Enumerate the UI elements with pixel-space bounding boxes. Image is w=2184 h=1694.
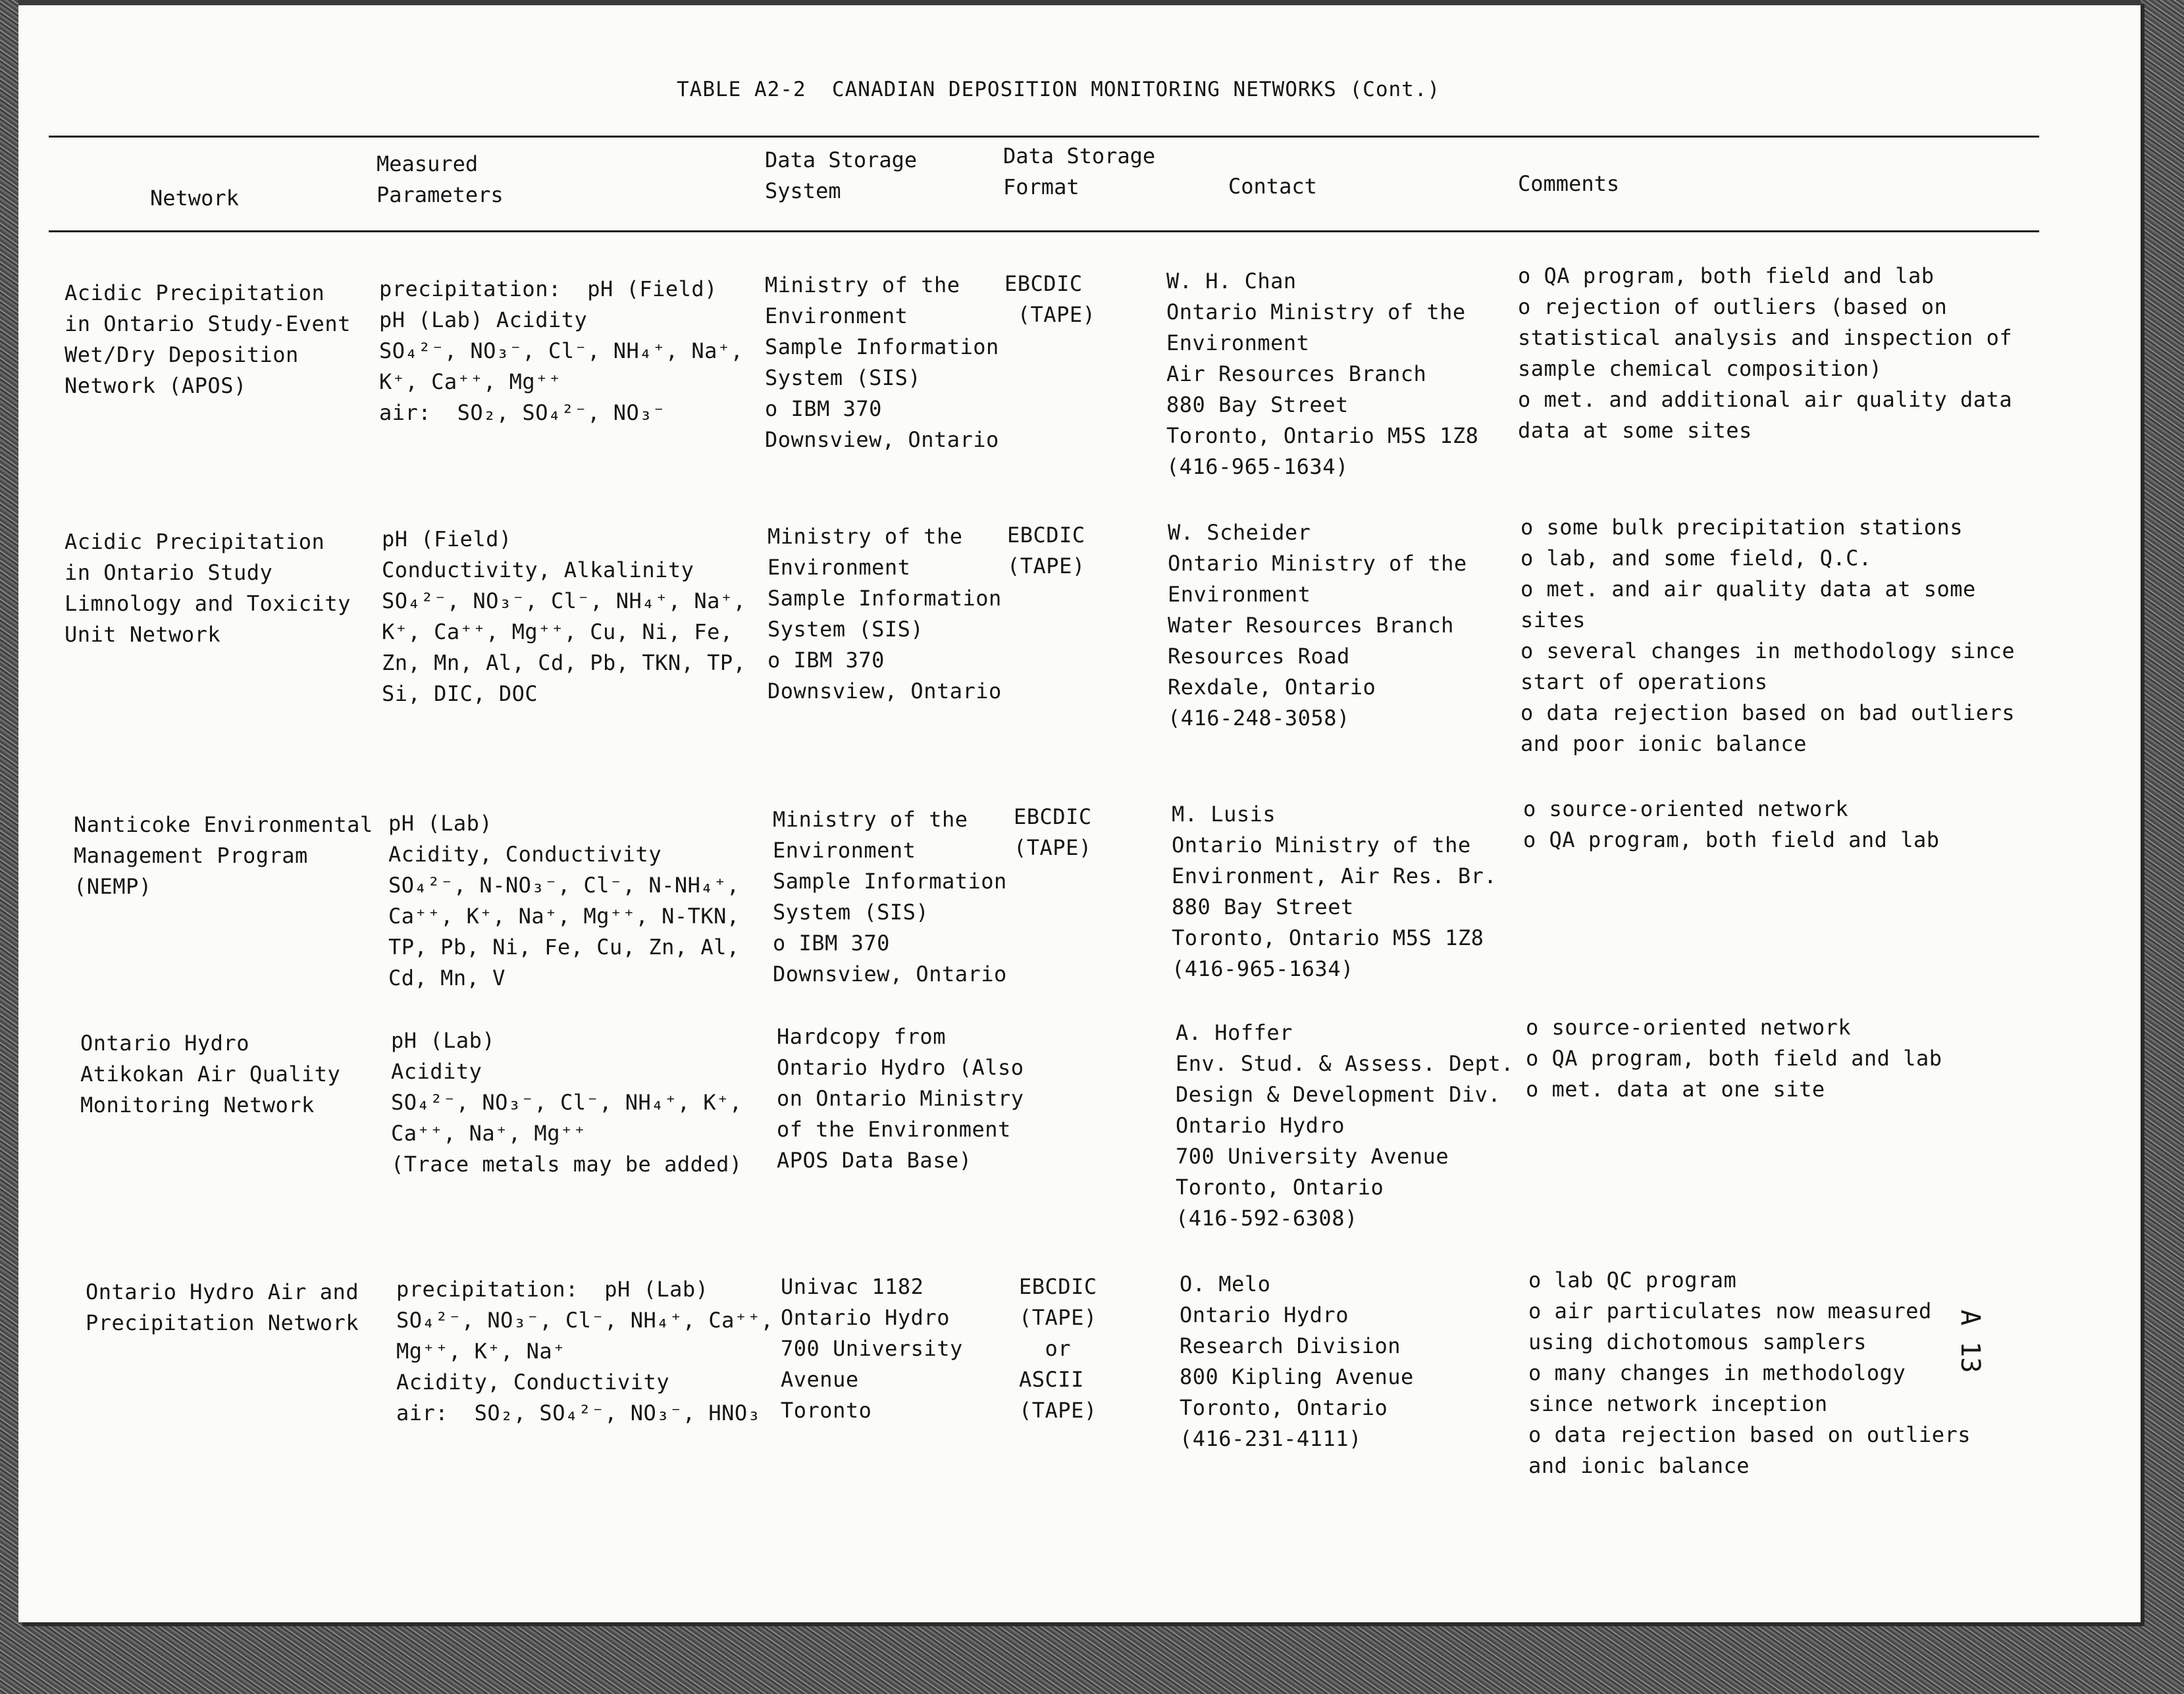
header-measured-parameters: Measured Parameters (377, 151, 504, 207)
cell-storage-system: Hardcopy from Ontario Hydro (Also on Ontario Ministry of the Environment APOS Data Base) (777, 1024, 1024, 1173)
cell-storage-system: Ministry of the Environment Sample Information System (SIS) o IBM 370 Downsview, Ontario (773, 807, 1007, 987)
document-page (18, 0, 2141, 1622)
header-network: Network (150, 186, 239, 211)
cell-network: Ontario Hydro Air and Precipitation Network (86, 1279, 359, 1335)
cell-network: Acidic Precipitation in Ontario Study Limnology and Toxicity Unit Network (65, 529, 351, 647)
cell-parameters: pH (Lab) Acidity, Conductivity SO₄²⁻, N-NO₃⁻, Cl⁻, N-NH₄⁺, Ca⁺⁺, K⁺, Na⁺, Mg⁺⁺, N-TKN, TP, Pb, Ni, Fe, Cu, Zn, Al, Cd, Mn, V (388, 811, 740, 990)
cell-network: Acidic Precipitation in Ontario Study-Event Wet/Dry Deposition Network (APOS) (65, 280, 351, 398)
cell-storage-system: Univac 1182 Ontario Hydro 700 University Avenue Toronto (781, 1274, 963, 1423)
cell-parameters: pH (Lab) Acidity SO₄²⁻, NO₃⁻, Cl⁻, NH₄⁺, K⁺, Ca⁺⁺, Na⁺, Mg⁺⁺ (Trace metals may be added) (391, 1028, 742, 1177)
cell-comments: o source-oriented network o QA program, both field and lab o met. data at one site (1526, 1015, 1942, 1102)
cell-comments: o lab QC program o air particulates now measured using dichotomous samplers o many changes in methodology since network inception o data rejection based on outliers and ionic balance (1528, 1268, 1971, 1478)
cell-contact: O. Melo Ontario Hydro Research Division 800 Kipling Avenue Toronto, Ontario (416-231-4111) (1180, 1271, 1414, 1451)
cell-storage-format: EBCDIC (TAPE) (1014, 804, 1092, 860)
page-top-edge (18, 0, 2141, 5)
cell-network: Ontario Hydro Atikokan Air Quality Monitoring Network (80, 1031, 341, 1117)
cell-contact: M. Lusis Ontario Ministry of the Environment, Air Res. Br. 880 Bay Street Toronto, Ontario M5S 1Z8 (416-965-1634) (1172, 802, 1497, 981)
cell-storage-format: EBCDIC (TAPE) (1004, 271, 1096, 327)
cell-storage-format: EBCDIC (TAPE) (1007, 523, 1085, 578)
cell-comments: o QA program, both field and lab o rejection of outliers (based on statistical analysis and inspection of sample chemical composition) o met. and additional air quality data data at some sites (1518, 263, 2013, 443)
cell-storage-system: Ministry of the Environment Sample Information System (SIS) o IBM 370 Downsview, Ontario (767, 524, 1002, 704)
header-data-storage-format: Data Storage Format (1003, 143, 1156, 199)
page-number: A 13 (1955, 1310, 1985, 1373)
cell-network: Nanticoke Environmental Management Program (NEMP) (74, 812, 373, 899)
cell-parameters: precipitation: pH (Field) pH (Lab) Acidity SO₄²⁻, NO₃⁻, Cl⁻, NH₄⁺, Na⁺, K⁺, Ca⁺⁺, Mg⁺⁺ air: SO₂, SO₄²⁻, NO₃⁻ (379, 276, 744, 425)
header-data-storage-system: Data Storage System (765, 147, 918, 203)
header-comments: Comments (1518, 171, 1620, 196)
cell-parameters: pH (Field) Conductivity, Alkalinity SO₄²⁻, NO₃⁻, Cl⁻, NH₄⁺, Na⁺, K⁺, Ca⁺⁺, Mg⁺⁺, Cu, Ni, Fe, Zn, Mn, Al, Cd, Pb, TKN, TP, Si, DIC, DOC (382, 526, 746, 706)
cell-comments: o some bulk precipitation stations o lab, and some field, Q.C. o met. and air quality data at some sites o several changes in methodology since start of operations o data rejection based on bad outliers and poor ionic balance (1521, 515, 2015, 756)
cell-comments: o source-oriented network o QA program, both field and lab (1523, 796, 1940, 852)
cell-contact: W. H. Chan Ontario Ministry of the Environment Air Resources Branch 880 Bay Street Toronto, Ontario M5S 1Z8 (416-965-1634) (1166, 269, 1479, 479)
cell-contact: A. Hoffer Env. Stud. & Assess. Dept. Design & Development Div. Ontario Hydro 700 University Avenue Toronto, Ontario (416-592-6308) (1176, 1020, 1514, 1231)
cell-storage-format: EBCDIC (TAPE) or ASCII (TAPE) (1019, 1274, 1097, 1423)
header-bottom-rule (49, 230, 2039, 232)
cell-storage-system: Ministry of the Environment Sample Information System (SIS) o IBM 370 Downsview, Ontario (765, 272, 999, 452)
header-contact: Contact (1228, 174, 1317, 199)
cell-contact: W. Scheider Ontario Ministry of the Environment Water Resources Branch Resources Road Rexdale, Ontario (416-248-3058) (1168, 520, 1467, 731)
cell-parameters: precipitation: pH (Lab) SO₄²⁻, NO₃⁻, Cl⁻, NH₄⁺, Ca⁺⁺, Mg⁺⁺, K⁺, Na⁺ Acidity, Conductivity air: SO₂, SO₄²⁻, NO₃⁻, HNO₃ (396, 1277, 774, 1425)
header-top-rule (49, 136, 2039, 138)
table-title: TABLE A2-2 CANADIAN DEPOSITION MONITORING NETWORKS (Cont.) (677, 78, 1441, 101)
